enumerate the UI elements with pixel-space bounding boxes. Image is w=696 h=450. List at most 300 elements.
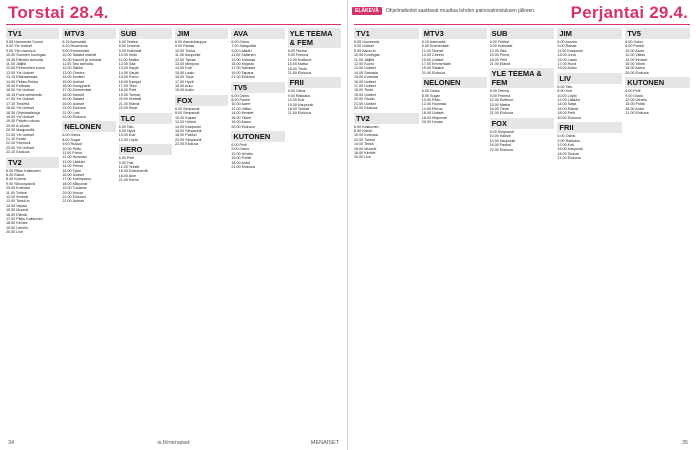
program-listing: 8.00 Pankit <box>231 98 250 103</box>
channel-heading: TV1 <box>6 28 59 39</box>
program-listing: 12.00 Urheilu <box>625 98 648 103</box>
program-listing: 6.00 Pelit <box>118 156 135 161</box>
schedule-column <box>175 28 228 437</box>
program-listing: 6.00 Pelit <box>231 142 247 147</box>
program-listing: 19.30 Päivän rukous <box>6 119 40 124</box>
program-listing: 9.00 Ruusut <box>62 142 83 147</box>
program-listing: 18.00 Pelit <box>118 88 137 93</box>
program-listing: 20.00 Elokuva <box>557 115 581 120</box>
channel-heading: TLC <box>119 113 172 124</box>
program-listing: 9.00 Rahaa <box>174 44 195 49</box>
program-listing: 18.00 Yle Uutiset <box>6 106 35 111</box>
program-listing: 15.00 Muumit <box>6 208 29 213</box>
schedule-column <box>422 28 487 437</box>
program-listing: 14.00 Ihmiset <box>62 75 85 80</box>
program-listing: 12.00 Huomaa <box>421 102 446 107</box>
channel-heading: FRII <box>288 77 341 88</box>
program-listing: 15.00 Tykki <box>62 168 81 173</box>
program-listing: 15.00 Uutiset <box>421 57 444 62</box>
program-listing: 11.00 Jäljillä <box>6 62 27 67</box>
program-listing: 21.00 Elokuva <box>625 111 649 116</box>
program-listing: 20.30 Maajussille <box>6 128 35 133</box>
page-title-friday: Perjantai 29.4. <box>570 3 688 22</box>
program-listing: 15.00 Uutiset <box>62 79 85 84</box>
program-listing: 9.05 Aamu-tv <box>354 48 376 53</box>
channel-heading: TV5 <box>625 28 690 39</box>
program-listing: 20.00 Live <box>354 155 372 160</box>
program-listing: 6.00 Teema <box>489 89 509 94</box>
program-listing: 14.00 Piirros <box>62 164 84 169</box>
program-listing: 11.00 Jäljillä <box>354 57 375 62</box>
channel-heading: LIV <box>557 73 622 84</box>
schedule-columns-right <box>354 28 690 437</box>
program-listing: 19.00 Tuotanto <box>62 186 87 191</box>
program-listing: 21.00 Elämä <box>489 62 511 67</box>
program-listing: 14.00 Sairaala <box>354 70 378 75</box>
program-listing: 10.00 Kuningas <box>354 53 380 58</box>
program-listing: 17.00 Pikku Kakkonen <box>6 217 43 222</box>
program-listing: 20.00 Simpsonit <box>174 137 202 142</box>
title-rule <box>354 24 690 25</box>
program-listing: 6.00 Teleksi <box>489 40 509 44</box>
magazine-name: MENAISET <box>310 440 339 446</box>
channel-block <box>119 144 172 182</box>
program-listing: 9.00 Femma <box>489 93 511 98</box>
channel-heading: TV1 <box>354 28 419 39</box>
footer-site[interactable]: is.fi/menaiset <box>157 440 190 446</box>
program-listing: 17.10 Tiedettä <box>6 101 30 106</box>
program-listing: 19.00 Uutiset <box>354 92 376 97</box>
program-listing: 8.00 Koti <box>557 89 572 94</box>
program-listing: 15.00 Pomo <box>118 75 139 80</box>
program-listing: 19.00 Aukio <box>174 88 195 93</box>
program-listing: 10.00 Suomen kuningas <box>6 53 46 58</box>
program-listing: 6.00 Ostos <box>421 89 440 94</box>
page-footer-left <box>8 439 339 447</box>
program-listing: 18.30 Ohjelmatietoja <box>6 110 40 115</box>
channel-block <box>490 68 555 115</box>
channel-block <box>119 113 172 143</box>
program-listing: 17.00 Yle Uutiset <box>6 97 35 102</box>
channel-heading: YLE TEEMA & FEM <box>288 28 341 48</box>
program-listing: 8.00 Pankit <box>625 44 644 49</box>
program-listing: 21.00 Elokuva <box>231 75 255 80</box>
notice-strip <box>352 6 535 16</box>
program-listing: 18.00 Tarinat <box>557 151 579 156</box>
program-listing: 23.00 Yle Uutiset <box>6 145 35 150</box>
program-listing: 16.15 Puoli seitsemän <box>6 92 43 97</box>
channel-heading: FOX <box>490 118 555 129</box>
program-listing: 13.00 Minijuna <box>174 62 199 67</box>
program-listing: 6.00 Simpsonit <box>174 106 200 111</box>
program-listing: 10.00 Pelto <box>421 98 441 103</box>
program-listing: 22.00 Kisat <box>118 106 138 111</box>
program-listing: 15.00 Pomo <box>489 53 510 58</box>
program-listing: 6.00 Talo <box>557 84 573 89</box>
program-listing: 15.00 Laatu <box>174 70 195 75</box>
channel-heading: MTV3 <box>422 28 487 39</box>
program-listing: 15.00 Laatu <box>557 57 577 62</box>
channel-heading: KUTONEN <box>231 131 284 142</box>
schedule-column <box>6 28 59 437</box>
program-listing: 18.00 Tarinat <box>287 107 309 112</box>
program-listing: 21.00 Elokuva <box>421 70 446 75</box>
program-listing: 9.00 Siivouspäivä <box>6 181 35 186</box>
program-listing: 17.00 Emmerdale <box>421 62 451 67</box>
program-listing: 11.00 Kaupunki <box>557 48 583 53</box>
program-listing: 18.00 Kimble <box>354 150 376 155</box>
program-listing: 18.00 Autot <box>231 160 250 165</box>
channel-heading: FRII <box>557 122 622 133</box>
program-listing: 7.00 Salapoliisi <box>231 44 257 49</box>
channel-heading: NELONEN <box>422 77 487 88</box>
program-listing: 12.00 Sää <box>489 48 507 53</box>
schedule-column <box>557 28 622 437</box>
notice-text: Ohjelmatiedot saattavat muuttua lehden painovalmistuksen jälkeen. <box>385 8 536 14</box>
channel-block <box>354 28 419 111</box>
page-title-thursday: Torstai 28.4. <box>8 3 109 22</box>
program-listing: 11.00 Matka <box>118 57 139 62</box>
program-listing: 10.00 Tukka <box>174 48 196 53</box>
program-listing: 14.00 Sarja <box>557 102 577 107</box>
program-listing: 6.00 Asunto <box>557 40 577 44</box>
program-listing: 20.00 Studio <box>354 97 375 102</box>
program-listing: 9.00 Kotimaat <box>118 48 142 53</box>
schedule-columns-left <box>6 28 341 437</box>
schedule-column <box>231 28 284 437</box>
program-listing: 18.00 Pelit <box>557 111 575 116</box>
program-listing: 18.00 Kauniit <box>62 92 84 97</box>
channel-heading: TV5 <box>231 82 284 93</box>
page-number: 34 <box>8 440 15 446</box>
program-listing: 18.00 Pastori <box>174 133 197 138</box>
program-listing: 13.00 Cheers <box>421 53 444 58</box>
program-listing: 8.00 Sugar <box>62 137 81 142</box>
program-listing: 23.00 Elokuva <box>62 114 86 119</box>
program-listing: 9.00 Yle Uutiset <box>6 44 32 49</box>
program-listing: 10.00 Aarre <box>625 48 645 53</box>
program-listing: 18.00 Tiede <box>287 66 307 71</box>
program-listing: 17.00 Emmerdale <box>62 88 92 93</box>
schedule-column <box>62 28 115 437</box>
program-listing: 21.00 Uutiset <box>354 101 376 106</box>
program-listing: 9.00 Ostos <box>231 147 250 152</box>
program-listing: 22.00 Uutiset <box>62 199 85 204</box>
channel-block <box>62 28 115 119</box>
program-listing: 6.00 Asuntokauppa <box>174 40 207 44</box>
program-listing: 17.00 Teko <box>118 84 137 89</box>
program-listing: 14.00 Teksti <box>354 142 374 147</box>
program-listing: 12.00 Sähkö <box>62 66 84 71</box>
program-listing: 10.00 Kaksin <box>489 134 511 139</box>
program-listing: 13.00 Lääkäri <box>62 159 85 164</box>
program-listing: 12.00 Löytö <box>118 137 138 142</box>
channel-block <box>231 131 284 169</box>
program-listing: 14.00 Vapaa <box>6 203 27 208</box>
channel-block <box>557 28 622 71</box>
program-listing: 6.00 Ostos <box>287 89 306 94</box>
program-listing: 15.00 Matka <box>287 62 308 67</box>
program-listing: 12.00 Taivas <box>174 57 196 62</box>
program-listing: 9.00 Uutiset <box>354 44 374 49</box>
schedule-column <box>288 28 341 437</box>
program-listing: 17.00 Kotiinpaluu <box>62 177 91 182</box>
program-listing: 18.00 Alue <box>118 173 137 178</box>
program-listing: 15.00 Kaupunki <box>287 102 314 107</box>
program-listing: 19.00 Salatut <box>62 97 85 102</box>
channel-block <box>625 28 690 75</box>
program-listing: 6.00 Ostos <box>231 40 250 44</box>
program-listing: 20.00 Uutiset <box>62 101 85 106</box>
program-listing: 15.00 Kaupunki <box>557 147 584 152</box>
program-listing: 21.00 Elokuva <box>62 106 86 111</box>
program-listing: 19.00 Yle Uutiset <box>6 114 35 119</box>
program-listing: 18.00 Kimble <box>6 221 28 226</box>
program-listing: 16.00 Tiikeri <box>231 115 252 120</box>
channel-block <box>175 95 228 147</box>
program-listing: 20.00 Kiinteät <box>118 97 142 102</box>
program-listing: 11.00 Poirot <box>62 150 82 155</box>
channel-heading: HERO <box>119 144 172 155</box>
program-listing: 9.00 Kotimaat <box>489 44 513 49</box>
program-listing: 15.00 Kotimaa <box>6 84 30 89</box>
channel-heading: SUB <box>490 28 555 39</box>
schedule-column <box>490 28 555 437</box>
program-listing: 20.00 House <box>421 120 443 125</box>
program-listing: 9.00 Rakkaus <box>287 93 311 98</box>
channel-heading: NELONEN <box>62 121 115 132</box>
channel-block <box>490 118 555 152</box>
program-listing: 18.00 Tiede <box>489 107 509 112</box>
program-listing: 19.00 Tapaus <box>231 70 254 75</box>
channel-block <box>422 77 487 124</box>
program-listing: 21.10 Kioski <box>6 136 27 141</box>
program-listing: 8.00 Unelma <box>118 44 140 49</box>
program-listing: 13.00 Sarjat <box>118 66 139 71</box>
channel-block <box>288 28 341 75</box>
channel-heading: SUB <box>119 28 172 39</box>
program-listing: 12.00 Kulttuuri <box>287 57 312 62</box>
program-listing: 9.05 Ylen aamu-tv <box>6 48 36 53</box>
channel-block <box>625 77 690 115</box>
program-listing: 14.00 Pirkka-Pekka <box>6 79 38 84</box>
channel-block <box>557 122 622 160</box>
program-listing: 12.00 Kuoro <box>354 62 375 67</box>
program-listing: 10.00 Kotimaa <box>354 133 378 138</box>
program-listing: 21.00 Elokuva <box>62 195 86 199</box>
program-listing: 12.00 Koti <box>287 98 305 103</box>
program-listing: 9.00 Emmerdale <box>421 44 449 49</box>
program-listing: 11.00 Tosi tarinoita <box>62 62 93 67</box>
program-listing: 9.00 Rakkaus <box>557 138 580 143</box>
program-listing: 14.00 Kaupunki <box>489 138 516 143</box>
channel-heading: TV2 <box>354 113 419 124</box>
program-listing: 14.00 Ihmiset <box>231 111 254 116</box>
program-listing: 5.55 Huomenta <box>354 40 380 44</box>
program-listing: 17.00 Sairaala <box>231 66 256 71</box>
program-listing: 16.00 Yle Uutiset <box>6 88 35 93</box>
program-listing: 13.00 Teksti-tv <box>6 199 30 204</box>
program-listing: 12.00 Kulttuuri <box>489 98 514 103</box>
channel-block <box>288 77 341 115</box>
program-listing: 11.00 Tohtori <box>6 190 27 195</box>
schedule-column <box>354 28 419 437</box>
program-listing: 6.00 Pelit <box>625 89 641 94</box>
right-page <box>348 0 696 450</box>
program-listing: 18.00 Auto <box>174 84 193 89</box>
program-listing: 19.00 Tarinat <box>118 92 140 97</box>
channel-block <box>490 28 555 66</box>
channel-block <box>119 28 172 111</box>
program-listing: 13.00 Kotimaa <box>231 57 256 62</box>
program-listing: 10.00 Kotimaa <box>6 186 30 191</box>
program-listing: 10.30 Elämän tarinoita <box>6 57 43 62</box>
channel-block <box>6 157 59 235</box>
program-listing: 6.15 Aamusää <box>421 40 446 44</box>
program-listing: 6.00 Ostos <box>62 133 81 138</box>
program-listing: 13.00 Juna <box>557 53 576 58</box>
program-listing: 6.00 Kakkonen <box>354 124 379 129</box>
program-listing: 8.00 Simpsonit <box>174 111 200 116</box>
program-listing: 21.00 Elokuva <box>287 111 312 116</box>
program-listing: 14.00 Sarjat <box>118 70 139 75</box>
program-listing: 18.00 Miljoonat <box>421 115 447 120</box>
program-listing: 18.00 Pastori <box>489 143 512 148</box>
program-listing: 16.00 Tupa <box>174 75 194 80</box>
program-listing: 8.00 Hyvä <box>118 128 136 133</box>
program-listing: 12.00 Tohtori <box>354 137 376 142</box>
program-listing: 9.00 Femma <box>287 53 309 58</box>
program-listing: 17.00 Uutiset <box>354 84 376 89</box>
program-listing: 10.00 Pelto <box>62 146 81 151</box>
channel-heading: JIM <box>175 28 228 39</box>
program-listing: 5.55 Huomenta Suomi <box>6 40 43 44</box>
program-listing: 11.00 Tarinat <box>421 48 443 53</box>
program-listing: 14.00 Koti <box>174 66 192 71</box>
program-listing: 22.00 Lost <box>62 110 80 115</box>
program-listing: 13.00 Uutiset <box>354 66 376 71</box>
program-listing: 20.00 Live <box>6 230 24 235</box>
program-listing: 11.00 Salainen <box>231 53 256 58</box>
program-listing: 6.15 Aamusää <box>62 40 86 44</box>
program-listing: 22.00 Elokuva <box>174 142 199 147</box>
program-listing: 18.00 Tiede <box>354 88 374 93</box>
program-listing: 8.00 Kiskot <box>354 128 373 133</box>
channel-heading: KUTONEN <box>625 77 690 88</box>
program-listing: 13.00 Yle Uutiset <box>6 70 35 75</box>
program-listing: 19.00 Salatut <box>421 66 444 71</box>
program-listing: 12.00 Sää <box>118 62 136 67</box>
channel-block <box>557 73 622 120</box>
program-listing: 6.20 Huomenta <box>62 44 88 49</box>
program-listing: 16.00 Elämä <box>6 212 27 217</box>
program-listing: 18.00 Aamu <box>625 66 645 71</box>
program-listing: 11.00 Kaupunki <box>174 53 201 58</box>
program-listing: 16.00 Uutiset <box>354 79 376 84</box>
program-listing: 20.00 A-studio <box>6 123 30 128</box>
program-listing: 9.00 Ostos <box>625 93 644 98</box>
program-listing: 21.00 Yle Uutiset <box>6 132 35 137</box>
program-listing: 23.10 Elokuva <box>6 150 30 155</box>
program-listing: 21.00 Elokuva <box>489 111 513 116</box>
program-listing: 10.00 Löytö <box>557 93 577 98</box>
program-listing: 13.00 Cheers <box>62 70 85 75</box>
program-listing: 16.00 Elämä <box>557 106 579 111</box>
program-listing: 12.00 Koti <box>557 142 574 147</box>
program-listing: 16.00 Uutiset <box>62 172 85 177</box>
program-listing: 13.15 Eläinsairaala <box>6 75 38 80</box>
program-listing: 16.00 Muumit <box>354 146 377 151</box>
program-listing: 15.00 Dokumentit <box>118 169 148 174</box>
program-listing: 20.00 Elokuva <box>231 124 255 129</box>
program-listing: 18.00 Aamu <box>231 120 251 125</box>
brand-tag: ELÄKEVÄ <box>352 7 382 15</box>
program-listing: 20.00 Elokuva <box>625 70 649 75</box>
channel-block <box>175 28 228 93</box>
channel-heading: AVA <box>231 28 284 39</box>
program-listing: 6.00 Ostos <box>625 40 644 44</box>
program-listing: 16.00 Kumppanit <box>62 84 91 89</box>
program-listing: 16.00 Kymppi <box>118 79 142 84</box>
program-listing: 15.00 Poliisi <box>625 102 646 107</box>
program-listing: 21.00 Elokuva <box>231 164 255 169</box>
program-listing: 6.00 Teleksi <box>118 40 139 44</box>
program-listing: 12.00 Huomaa <box>62 155 87 160</box>
program-listing: 10.00 Aarre <box>231 102 251 107</box>
program-listing: 14.00 Ihmiset <box>625 57 648 62</box>
program-listing: 12.00 Viikko <box>231 106 252 111</box>
program-listing: 22.00 Elokuva <box>489 147 513 152</box>
program-listing: 6.00 Pikku Kakkonen <box>6 168 41 173</box>
channel-block <box>231 28 284 80</box>
program-listing: 12.05 Pehmoinen kuoro <box>6 66 46 71</box>
program-listing: 16.00 Tiikeri <box>625 62 646 67</box>
schedule-column <box>625 28 690 437</box>
program-listing: 12.00 Urheilu <box>231 151 254 156</box>
program-listing: 22.00 Elokuva <box>354 106 378 111</box>
program-listing: 21.00 Elokuva <box>287 71 312 76</box>
program-listing: 6.00 Ostos <box>231 93 250 98</box>
channel-block <box>6 28 59 155</box>
program-listing: 21.00 Elämä <box>118 101 140 106</box>
program-listing: 16.00 Simpsonit <box>174 128 202 133</box>
channel-block <box>354 113 419 160</box>
program-listing: 16.00 Uutiset <box>421 111 444 116</box>
program-listing: 17.00 Hyvä <box>557 62 577 67</box>
channel-heading: MTV3 <box>62 28 115 39</box>
channel-block <box>422 28 487 75</box>
program-listing: 6.00 Simpsonit <box>489 129 514 134</box>
channel-heading: FOX <box>175 95 228 106</box>
program-listing: 8.25 Kiskot <box>6 172 25 177</box>
program-listing: 9.00 Emmerdale <box>62 48 90 53</box>
program-listing: 19.00 Aukio <box>557 66 577 71</box>
channel-heading: YLE TEEMA & FEM <box>490 68 555 88</box>
program-listing: 12.00 Viikko <box>625 53 646 58</box>
program-listing: 17.00 Hyvä <box>174 79 194 84</box>
program-listing: 9.00 Rahaa <box>557 44 577 49</box>
page-footer-right <box>356 439 688 447</box>
program-listing: 18.00 Miljoonat <box>62 181 88 186</box>
program-listing: 12.00 Lääkäri <box>557 98 580 103</box>
program-listing: 15.00 Kotimaa <box>354 75 378 80</box>
program-listing: 9.00 Tosi <box>118 160 134 165</box>
program-listing: 12.00 Tekstit <box>118 164 140 169</box>
program-listing: 15.00 Kirjasto <box>231 62 254 67</box>
program-listing: 12.00 Ihmisiä <box>6 195 28 199</box>
page-number: 35 <box>681 440 688 446</box>
program-listing: 15.00 Matka <box>489 102 510 107</box>
